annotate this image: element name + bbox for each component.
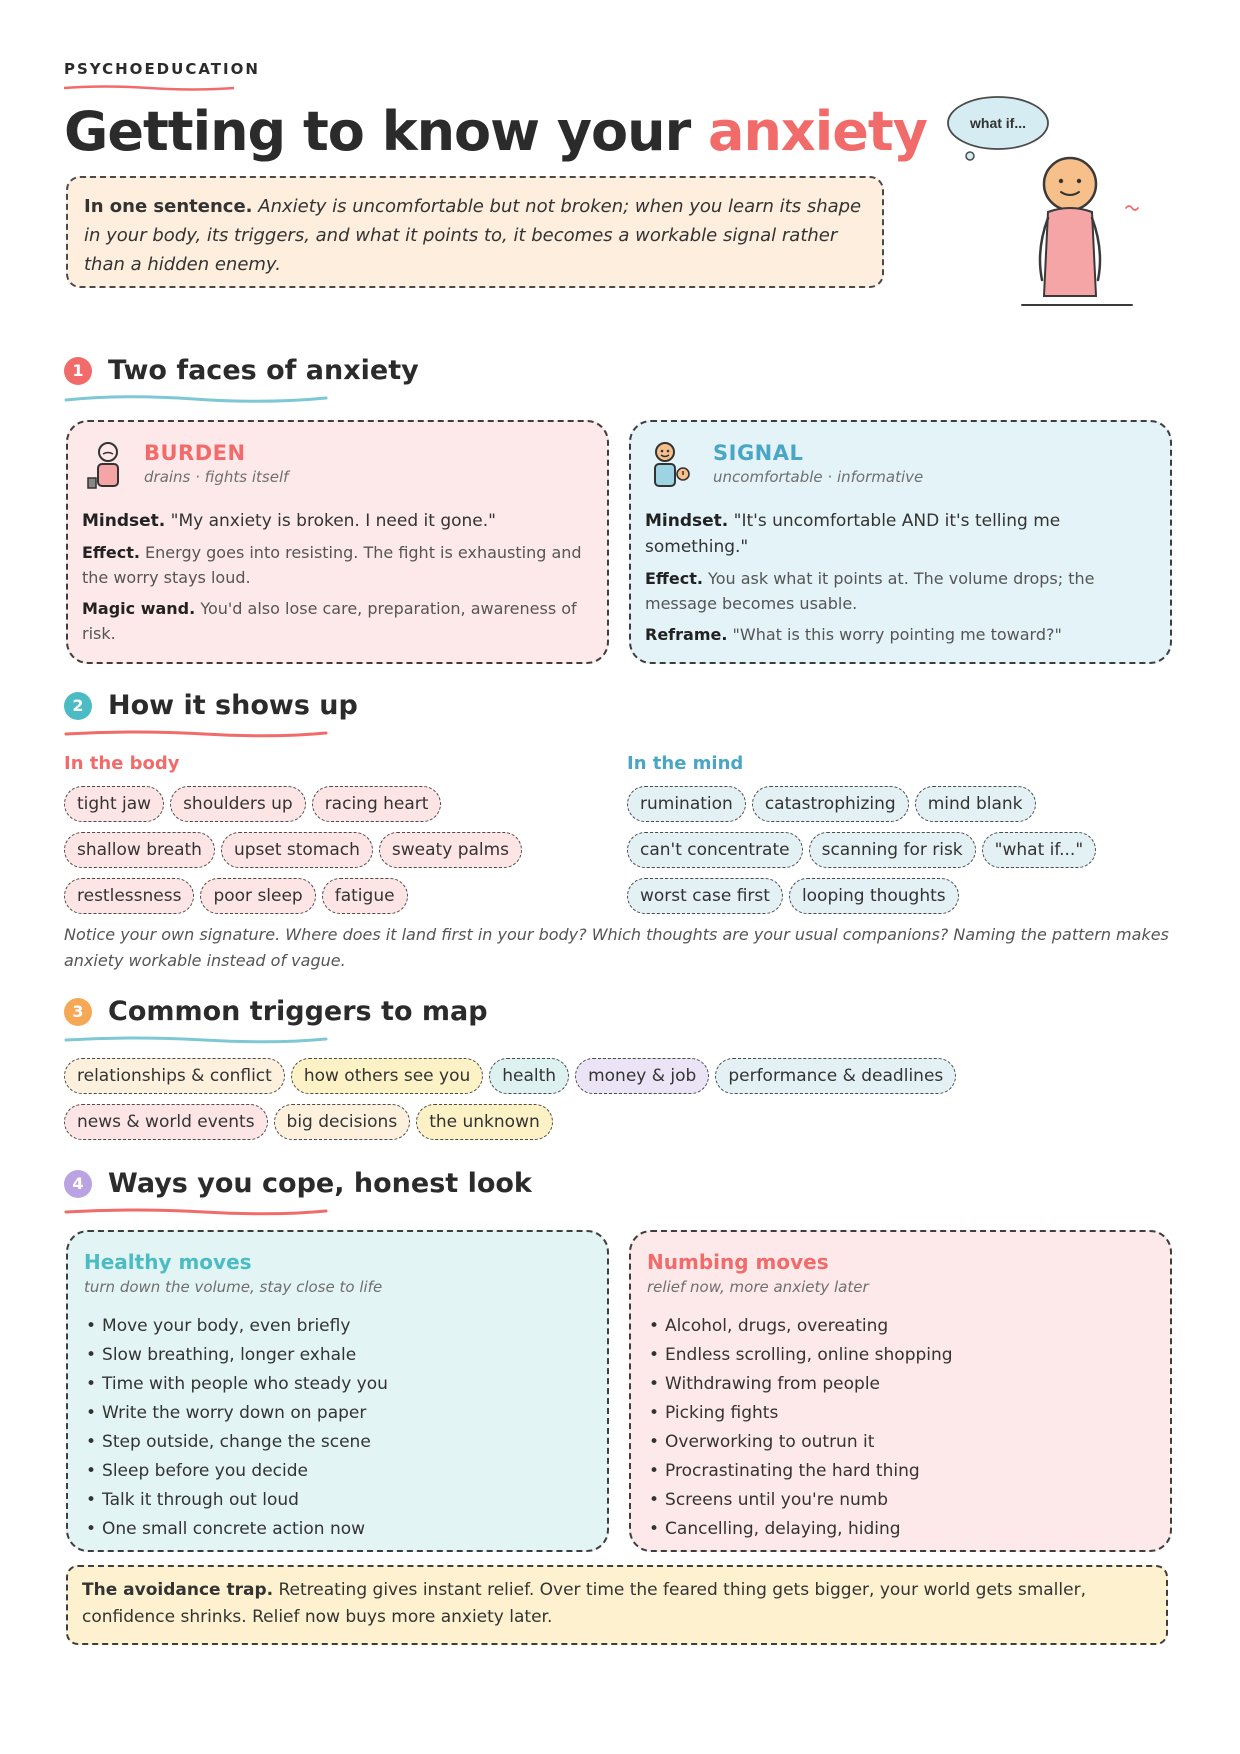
mind-symptom-chip: "what if..." <box>982 832 1097 868</box>
mind-symptom-chip: looping thoughts <box>789 878 959 914</box>
healthy-moves-title: Healthy moves <box>84 1250 252 1274</box>
mind-symptom-chip: mind blank <box>915 786 1036 822</box>
healthy-moves-subtitle: turn down the volume, stay close to life <box>84 1278 383 1296</box>
trigger-chip: news & world events <box>64 1104 268 1140</box>
avoidance-trap-box <box>66 1565 1168 1645</box>
mind-chip-list <box>627 786 1147 914</box>
thought-bubble-text: what if... <box>970 115 1026 131</box>
section-4-heading <box>64 1168 532 1199</box>
signal-card <box>629 420 1172 664</box>
numbing-move-item: • Procrastinating the hard thing <box>649 1457 953 1486</box>
body-symptom-chip: restlessness <box>64 878 194 914</box>
burden-person-icon <box>86 440 122 490</box>
healthy-move-item: • Sleep before you decide <box>86 1457 388 1486</box>
section-3-number: 3 <box>64 998 92 1026</box>
burden-effect-text: Energy goes into resisting. The fight is exhausting and the worry stays loud. <box>82 543 582 587</box>
trigger-chip: how others see you <box>291 1058 483 1094</box>
signal-subtitle: uncomfortable · informative <box>713 468 924 486</box>
signal-reframe-text: "What is this worry pointing me toward?" <box>732 625 1062 644</box>
signal-mindset <box>645 508 1154 560</box>
trigger-chip: big decisions <box>274 1104 411 1140</box>
signal-person-icon <box>649 440 691 490</box>
numbing-move-item: • Cancelling, delaying, hiding <box>649 1515 953 1544</box>
numbing-move-item: • Alcohol, drugs, overeating <box>649 1312 953 1341</box>
section-3-heading <box>64 996 488 1027</box>
burden-title: BURDEN <box>144 441 246 465</box>
healthy-move-item: • Slow breathing, longer exhale <box>86 1341 388 1370</box>
section-3-underline <box>64 1035 329 1045</box>
numbing-move-item: • Endless scrolling, online shopping <box>649 1341 953 1370</box>
signal-reframe <box>645 622 1154 647</box>
numbing-move-item: • Screens until you're numb <box>649 1486 953 1515</box>
signal-title: SIGNAL <box>713 441 804 465</box>
burden-subtitle: drains · fights itself <box>144 468 289 486</box>
healthy-move-item: • Talk it through out loud <box>86 1486 388 1515</box>
numbing-moves-title: Numbing moves <box>647 1250 829 1274</box>
healthy-move-item: • Move your body, even briefly <box>86 1312 388 1341</box>
healthy-move-item: • Time with people who steady you <box>86 1370 388 1399</box>
burden-mindset-label: Mindset. <box>82 511 166 531</box>
avoidance-trap-text: Retreating gives instant relief. Over time the feared thing gets bigger, your world gets smaller, confidence shrinks. Relief now buys more anxiety later. <box>82 1580 1086 1627</box>
healthy-moves-card <box>66 1230 609 1552</box>
numbing-moves-list <box>649 1312 953 1544</box>
healthy-move-item: • One small concrete action now <box>86 1515 388 1544</box>
burden-mindset-text: "My anxiety is broken. I need it gone." <box>170 511 496 531</box>
section-4-underline <box>64 1207 329 1217</box>
signal-effect-text: You ask what it points at. The volume drops; the message becomes usable. <box>645 569 1095 613</box>
body-symptom-chip: shallow breath <box>64 832 215 868</box>
burden-wand-text: You'd also lose care, preparation, awareness of risk. <box>82 599 577 643</box>
signal-mindset-label: Mindset. <box>645 511 729 531</box>
body-column-label: In the body <box>64 753 180 774</box>
avoidance-trap-label: The avoidance trap. <box>82 1580 274 1600</box>
signal-reframe-label: Reframe. <box>645 625 728 644</box>
section-1-title: Two faces of anxiety <box>108 355 419 386</box>
section-1-heading <box>64 355 419 386</box>
body-symptom-chip: shoulders up <box>170 786 306 822</box>
section-2-number: 2 <box>64 692 92 720</box>
burden-effect-label: Effect. <box>82 543 140 562</box>
healthy-move-item: • Write the worry down on paper <box>86 1399 388 1428</box>
body-symptom-chip: tight jaw <box>64 786 164 822</box>
numbing-move-item: • Withdrawing from people <box>649 1370 953 1399</box>
trigger-chip: money & job <box>575 1058 709 1094</box>
mind-column-label: In the mind <box>627 753 744 774</box>
signature-note: Notice your own signature. Where does it land first in your body? Which thoughts are your usual companions? Naming the pattern makes anxiety workable instead of vague. <box>64 925 1169 970</box>
body-chip-list <box>64 786 584 914</box>
signal-effect-label: Effect. <box>645 569 703 588</box>
trigger-chip-list <box>64 1058 1064 1140</box>
burden-magic-wand <box>82 596 591 646</box>
mind-symptom-chip: scanning for risk <box>809 832 976 868</box>
page-title <box>64 100 927 163</box>
body-symptom-chip: racing heart <box>312 786 442 822</box>
anxious-person-illustration <box>940 90 1150 320</box>
section-4-title: Ways you cope, honest look <box>108 1168 532 1199</box>
healthy-move-item: • Step outside, change the scene <box>86 1428 388 1457</box>
page-title-main: Getting to know your <box>64 100 691 163</box>
mind-symptom-chip: rumination <box>627 786 746 822</box>
body-symptom-chip: upset stomach <box>221 832 373 868</box>
eyebrow-label: PSYCHOEDUCATION <box>64 60 260 78</box>
mind-symptom-chip: worst case first <box>627 878 783 914</box>
numbing-moves-card <box>629 1230 1172 1552</box>
section-1-number: 1 <box>64 357 92 385</box>
mind-symptom-chip: can't concentrate <box>627 832 803 868</box>
trigger-chip: relationships & conflict <box>64 1058 285 1094</box>
section-4-number: 4 <box>64 1170 92 1198</box>
mind-symptom-chip: catastrophizing <box>752 786 909 822</box>
page-title-accent: anxiety <box>708 100 927 163</box>
signal-mindset-text: "It's uncomfortable AND it's telling me something." <box>645 511 1061 557</box>
trigger-chip: the unknown <box>416 1104 553 1140</box>
burden-mindset <box>82 508 591 534</box>
summary-box <box>66 176 884 288</box>
section-3-title: Common triggers to map <box>108 996 488 1027</box>
section-2-underline <box>64 729 329 739</box>
section-1-underline <box>64 394 329 404</box>
body-symptom-chip: sweaty palms <box>379 832 522 868</box>
section-2-title: How it shows up <box>108 690 358 721</box>
summary-lead: In one sentence. <box>84 196 253 217</box>
burden-wand-label: Magic wand. <box>82 599 196 618</box>
body-symptom-chip: fatigue <box>322 878 408 914</box>
healthy-moves-list <box>86 1312 388 1544</box>
body-symptom-chip: poor sleep <box>200 878 315 914</box>
burden-effect <box>82 540 591 590</box>
trigger-chip: performance & deadlines <box>715 1058 956 1094</box>
summary-text: Anxiety is uncomfortable but not broken; when you learn its shape in your body, its triggers, and what it points to, it becomes a workable signal rather than a hidden enemy. <box>84 196 862 275</box>
section-2-heading <box>64 690 358 721</box>
numbing-moves-subtitle: relief now, more anxiety later <box>647 1278 869 1296</box>
trigger-chip: health <box>489 1058 569 1094</box>
burden-card <box>66 420 609 664</box>
numbing-move-item: • Overworking to outrun it <box>649 1428 953 1457</box>
numbing-move-item: • Picking fights <box>649 1399 953 1428</box>
signal-effect <box>645 566 1154 616</box>
eyebrow-underline <box>64 84 234 92</box>
